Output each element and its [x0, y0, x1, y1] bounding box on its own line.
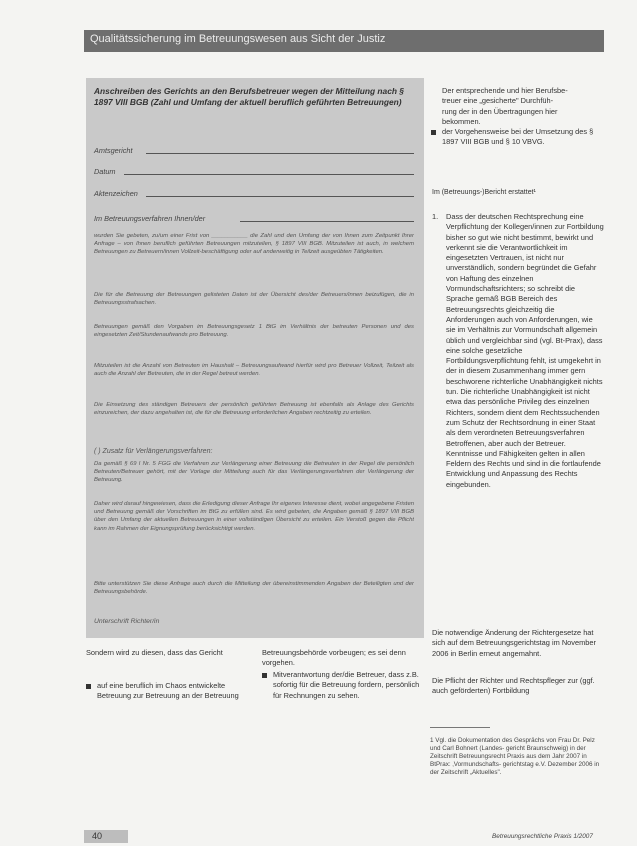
form-paragraph-2: Die für die Betreuung der Betreuungen gelisteten Daten ist der Übersicht des/der Betreuers/innen beizufügen, die in Betreuungsstrafsachen. — [94, 292, 414, 307]
bottom-middle-line-1: Betreuungsbehörde vorbeugen; es sei denn — [262, 648, 406, 657]
form-section-paragraph-3: Bitte unterstützen Sie diese Anfrage auch durch die Mitteilung der übereinstimmenden Angaben der Beteiligten und der Betreuungsbehörde. — [94, 581, 414, 596]
field-label-datum: Datum — [94, 167, 116, 176]
field-label-aktenzeichen: Aktenzeichen — [94, 189, 138, 198]
footnote: 1 Vgl. die Dokumentation des Gesprächs von Frau Dr. Pelz und Carl Bohnert (Landes- gericht Braunschweig) in der Zeitschrift Betreuungsrecht Praxis aus dem Jahr 2007 in BtPrax: ‚Vormundschafts- gerichtstag e.V. Dezember 2006 in der Zeitschrift „Aktuelles". — [430, 737, 600, 776]
header-title: Qualitätssicherung im Betreuungswesen aus Sicht der Justiz — [90, 33, 386, 45]
right-bullet-text: der Vorgehensweise bei der Umsetzung des § 1897 VIII BGB und § 10 VBVG. — [442, 127, 594, 147]
right-line-4: bekommen. — [442, 116, 481, 126]
right-heading: Im (Betreuungs-)Bericht erstattet¹ — [432, 189, 536, 196]
numbered-item-number: 1. — [432, 212, 439, 221]
right-paragraph-2: Die notwendige Änderung der Richtergesetze hat sich auf dem Betreuungsgerichtstag im November 2006 in Berlin erneut angemahnt. — [432, 628, 596, 658]
bottom-left-text: Sondern wird zu diesen, dass das Gericht — [86, 648, 223, 657]
right-column-top — [442, 86, 604, 127]
right-line-3: rung der in den Übertragungen hier — [442, 106, 558, 116]
field-label-verfahren: Im Betreuungsverfahren Ihnen/der — [94, 214, 206, 223]
right-line-1: Der entsprechende und hier Berufsbe- — [442, 86, 568, 95]
bottom-middle-line-2: vorgehen. — [262, 658, 295, 668]
form-paragraph-3: Betreuungen gemäß den Vorgaben im Betreuungsgesetz 1 BtG im Verhältnis der betreuten Personen und des eingesetzten Zeit/Stundenaufwands pro Betreuung. — [94, 324, 414, 339]
bottom-middle-bullet-text: Mitverantwortung der/die Betreuer, dass z.B. sofortig für die Betreuung fordern, persönlich für Rechnungen zu sehen. — [273, 670, 420, 700]
form-paragraph-4: Mitzuteilen ist die Anzahl von Betreuten im Haushalt – Betreuungsaufwand hierfür wird pro Betreuer Vollzeit, Teilzeit als auch die Anzahl der Betreuten, die in der Regel betreut werden. — [94, 363, 414, 378]
form-paragraph-1: wurden Sie gebeten, zu/um einer Frist von ___________ die Zahl und den Umfang der von Ihnen zum Zeitpunkt Ihrer Anfrage – von Ihnen beruflich geführten Betreuungen mitzuteilen, § 1897 VIII BGB. Mitzuteilen ist auch, in welchem Betreuungen zu Betreuern/innen Vollzeit-beschäftigung oder auf anderweitig in Teilzeit ausgeübten Tätigkeiten. — [94, 233, 414, 256]
journal-name: Betreuungsrechtliche Praxis 1/2007 — [492, 833, 593, 840]
right-paragraph-3: Die Pflicht der Richter und Rechtspfleger zur (ggf. auch geförderten) Fortbildung — [432, 676, 595, 696]
bullet-marker — [86, 684, 91, 689]
page-number: 40 — [92, 831, 103, 841]
bottom-middle-text — [262, 648, 424, 669]
form-signature: Unterschrift Richter/in — [94, 618, 160, 625]
bottom-left-bullet-text: auf eine beruflich im Chaos entwickelte Betreuung zur Betreuung an der Betreuung — [97, 681, 239, 701]
bullet-marker — [262, 673, 267, 678]
footnote-rule — [430, 727, 490, 728]
field-line-verfahren — [240, 221, 414, 222]
form-section-paragraph-2: Daher wird darauf hingewiesen, dass die Erledigung dieser Anfrage Ihr eigenes Interesse dient, wobei angegebene Fristen und Betreuung gemäß der Vorschriften im BtG zu erfüllen sind. Es wird gebeten, die Angaben gemäß § 1897 VIII BGB über den Umfang der aktuellen Betreuungen in einer vollständigen Übersicht zu erteilen. Ein Verstoß gegen die Pflicht kann im Rahmen der Eignungsprüfung berücksichtigt werden. — [94, 501, 414, 532]
right-numbered-item: Dass der deutschen Rechtsprechung eine Verpflichtung der Kollegen/innen zur Fortbildung bisher so gut wie nicht bestimmt, bewirkt und verkennt sie die Verantwortlichkeit im eingesetzten Vertrauen, ist nicht nur unverständlich, sondern begründet die Gefahr von Haftung des einzelnen Vormundschaftsrichters; so schreibt die Sprache gemäß BGB Bereich des Betreuungsrechts gleichzeitig die Anforderungen auch von Anforderungen, wie sie im Verhältnis zur Vormundschaft allgemein üblich und vergleichbar sind (vgl. Bt-Prax), dass eine solche gesetzliche Fortbildungsverpflichtung fehlt, ist umgekehrt in der in diesem Zusammenhang immer gern beschworene richterliche Unabhängigkeit nichts tun. Die richterliche Unabhängigkeit ist nicht etwa das persönliche Privileg des einzelnen Richters, sondern dient dem Rechtssuchenden zum Schutz der Rechtsordnung in einer Staat als dem verordneten Betreuungsverfahren Betroffenen, aber auch der Betreuer. Kenntnisse und Fähigkeiten gelten in allen Feldern des Rechts und sind in die fortlaufende Entwicklung und Anpassung des Rechts eingebunden. — [446, 212, 604, 489]
field-line-datum — [124, 174, 414, 175]
form-paragraph-5: Die Einsetzung des ständigen Betreuers der persönlich geführten Betreuung ist ebenfalls als Anlage des Gerichts einzureichen, der dazu angehalten ist, die für die Betreuung erforderlichen Angaben rechtzeitig zu erteilen. — [94, 402, 414, 417]
form-title: Anschreiben des Gerichts an den Berufsbetreuer wegen der Mitteilung nach § 1897 VIII BGB (Zahl und Umfang der aktuell beruflich geführten Betreuungen) — [94, 86, 404, 107]
field-line-aktenzeichen — [146, 196, 414, 197]
right-line-2: treuer eine „gesicherte" Durchfüh- — [442, 96, 554, 106]
page-number-box — [84, 830, 128, 843]
form-section-paragraph-1: Da gemäß § 69 I Nr. 5 FGG die Verfahren zur Verlängerung einer Betreuung die Betreuten in der Regel die persönlich Betreuten/Betreuer gehört, mit der Vorlage der Mitteilung auch für das Verlängerungsverfahren der Verlängerung der Betreuung. — [94, 461, 414, 484]
field-label-amtsgericht: Amtsgericht — [94, 146, 133, 155]
field-line-amtsgericht — [146, 153, 414, 154]
form-section-label: ( ) Zusatz für Verlängerungsverfahren: — [94, 448, 213, 455]
bullet-marker — [431, 130, 436, 135]
